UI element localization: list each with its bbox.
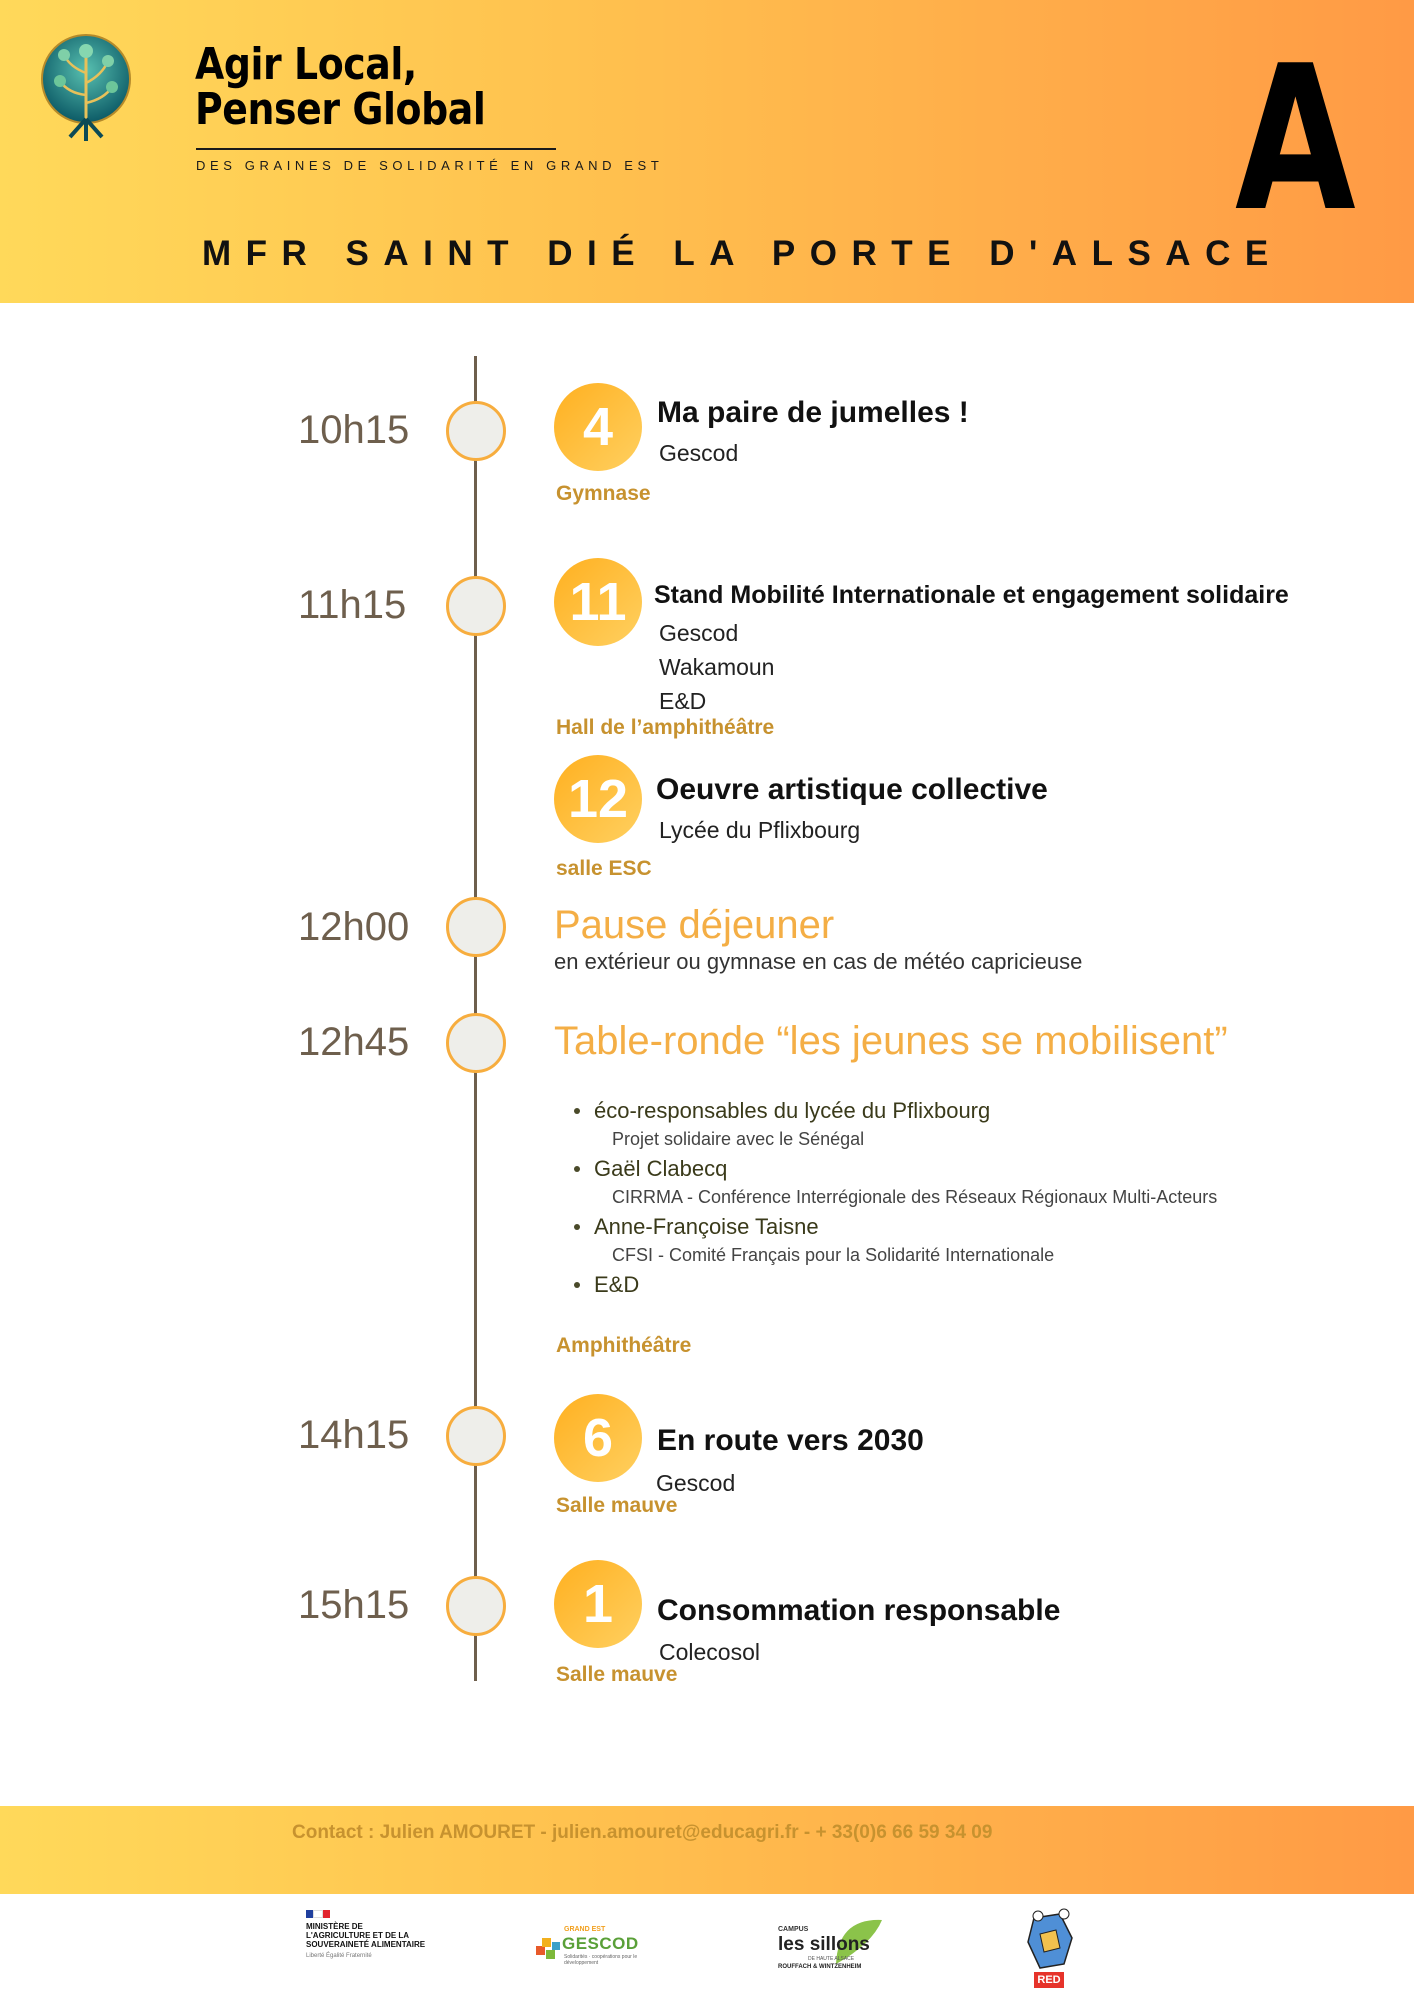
red-logo: RED xyxy=(1020,1908,1080,1990)
lunch-subtitle: en extérieur ou gymnase en cas de météo capricieuse xyxy=(554,949,1083,974)
activity-location: Salle mauve xyxy=(556,1494,678,1517)
activity-title: Stand Mobilité Internationale et engagement solidaire xyxy=(654,581,1289,609)
activity-organizer: Gescod xyxy=(656,1470,736,1496)
speaker-description: CIRRMA - Conférence Interrégionale des Réseaux Régionaux Multi-Acteurs xyxy=(612,1187,1218,1207)
timeline-dot xyxy=(446,1013,506,1073)
activity-title: Ma paire de jumelles ! xyxy=(657,396,969,429)
les-sillons-logo: CAMPUS les sillons DE HAUTE ALSACE ROUFFACH & WINTZENHEIM xyxy=(778,1914,890,1976)
activity-organizer: Gescod xyxy=(659,620,739,646)
brand-divider xyxy=(196,148,556,150)
activity-number-badge: 4 xyxy=(554,383,642,471)
activity-number-badge: 6 xyxy=(554,1394,642,1482)
speaker-description: CFSI - Comité Français pour la Solidarité Internationale xyxy=(612,1245,1055,1265)
list-item xyxy=(572,1270,1217,1300)
brand-title: Agir Local, Penser Global xyxy=(195,39,486,135)
french-flag-icon xyxy=(306,1910,330,1918)
time-label: 10h15 xyxy=(298,408,410,452)
school-name: MFR SAINT DIÉ LA PORTE D'ALSACE xyxy=(202,234,1283,273)
activity-location: Salle mauve xyxy=(556,1663,678,1686)
activity-location: salle ESC xyxy=(556,857,652,880)
roundtable-title: Table-ronde “les jeunes se mobilisent” xyxy=(554,1019,1228,1063)
activity-organizer: E&D xyxy=(659,688,707,714)
contact-info: Contact : Julien AMOURET - julien.amouret@educagri.fr - + 33(0)6 66 59 34 09 xyxy=(292,1822,993,1843)
brand-tagline: DES GRAINES DE SOLIDARITÉ EN GRAND EST xyxy=(196,158,664,173)
list-item xyxy=(572,1212,1217,1268)
roundtable-location: Amphithéâtre xyxy=(556,1334,692,1357)
activity-title: Consommation responsable xyxy=(657,1594,1061,1627)
route-letter: A xyxy=(1235,23,1356,256)
activity-number-badge: 11 xyxy=(554,558,642,646)
time-label: 15h15 xyxy=(298,1583,410,1627)
time-label: 14h15 xyxy=(298,1413,410,1457)
activity-organizer: Gescod xyxy=(659,440,739,466)
time-label: 11h15 xyxy=(298,583,407,627)
timeline-dot xyxy=(446,1406,506,1466)
activity-title: En route vers 2030 xyxy=(657,1424,924,1457)
activity-number-badge: 1 xyxy=(554,1560,642,1648)
timeline-dot xyxy=(446,576,506,636)
header-banner xyxy=(0,0,1414,303)
activity-location: Hall de l’amphithéâtre xyxy=(556,716,775,739)
lunch-title: Pause déjeuner xyxy=(554,903,835,947)
speaker-name: Gaël Clabecq xyxy=(572,1154,1217,1184)
activity-title: Oeuvre artistique collective xyxy=(656,773,1048,806)
timeline-dot xyxy=(446,401,506,461)
speaker-name: Anne-Françoise Taisne xyxy=(572,1212,1217,1242)
time-label: 12h45 xyxy=(298,1020,410,1064)
speaker-name: éco-responsables du lycée du Pflixbourg xyxy=(572,1096,1217,1126)
activity-organizer: Colecosol xyxy=(659,1639,760,1665)
activity-organizer: Wakamoun xyxy=(659,654,775,680)
speaker-name: E&D xyxy=(572,1270,1217,1300)
roundtable-speakers xyxy=(572,1096,1217,1300)
activity-number-badge: 12 xyxy=(554,755,642,843)
list-item xyxy=(572,1154,1217,1210)
tree-logo-icon xyxy=(40,33,132,145)
list-item xyxy=(572,1096,1217,1152)
timeline-dot xyxy=(446,897,506,957)
gescod-logo: GRAND EST GESCOD Solidarités · coopérations pour le développement xyxy=(534,1926,644,1972)
activity-organizer: Lycée du Pflixbourg xyxy=(659,817,861,843)
speaker-description: Projet solidaire avec le Sénégal xyxy=(612,1129,865,1149)
map-figure-icon xyxy=(1020,1908,1080,1974)
time-label: 12h00 xyxy=(298,905,410,949)
timeline-dot xyxy=(446,1576,506,1636)
footer-banner xyxy=(0,1806,1414,1894)
ministry-logo: MINISTÈRE DE L'AGRICULTURE ET DE LA SOUVERAINETÉ ALIMENTAIRE Liberté Égalité Fraternité xyxy=(306,1910,426,1982)
activity-location: Gymnase xyxy=(556,482,651,505)
